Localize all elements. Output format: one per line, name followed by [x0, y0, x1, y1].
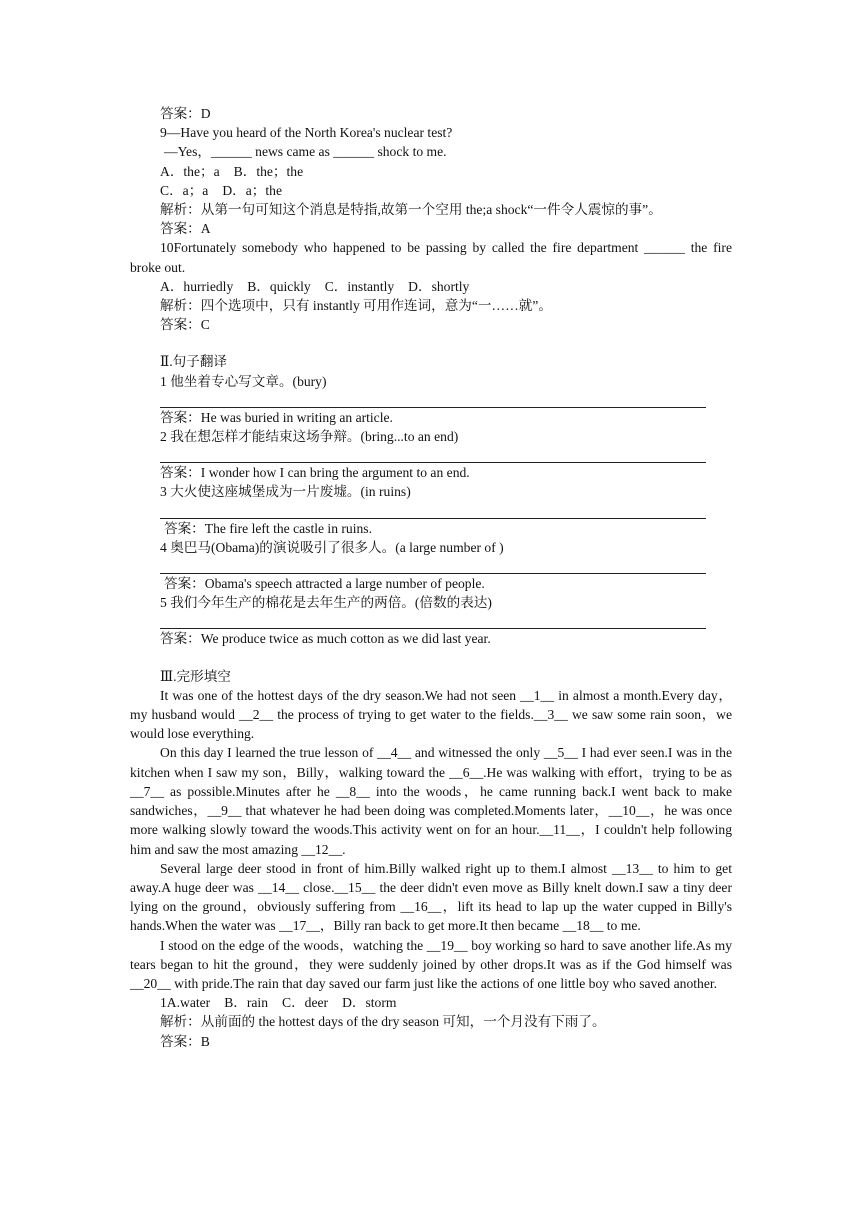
cloze-paragraph-4: I stood on the edge of the woods，watching the __19__ boy working so hard to save another life.As my tears began to hit the ground，they were suddenly joined by other drops.It was as if the God himself was __20__ with pride.The rain that day saved our farm just like the actions of one little boy who saved another.	[130, 937, 732, 991]
q10-stem: 10Fortunately somebody who happened to be passing by called the fire department ______ the fire broke out.	[130, 240, 732, 275]
q10-option-b: B．quickly	[247, 278, 311, 294]
q10-answer: 答案：C	[160, 317, 210, 333]
section3-title: Ⅲ.完形填空	[160, 668, 231, 684]
q9-analysis: 解析：从第一句可知这个消息是特指,故第一个空用 the;a shock“一件令人震惊的事”。	[160, 202, 662, 218]
translation-q1: 1 他坐着专心写文章。(bury)	[160, 373, 327, 389]
q10-option-a: A．hurriedly	[160, 278, 234, 294]
cloze-paragraph-3: Several large deer stood in front of him.Billy walked right up to them.I almost __13__ to him to get away.A huge deer was __14__ close.__15__ the deer didn't even move as Billy knelt down.I saw a tiny deer lying on the ground，obviously suffering from __16__，lift its head to lap up the water cupped in Billy's hands.When the water was __17__，Billy ran back to get more.It then became __18__ to me.	[130, 860, 732, 934]
q8-answer: 答案：D	[160, 106, 211, 121]
cloze-paragraph-2: On this day I learned the true lesson of __4__ and witnessed the only __5__ I had ever seen.I was in the kitchen when I saw my son，Billy，walking toward the __6__.He was walking with effort，trying to be as __7__ as possible.Minutes after he __8__ into the woods，he came running back.I went back to make sandwiches，__9__ that whatever he had been doing was completed.Moments later，__10__，he was once more walking slowly toward the woods.This activity went on for an hour.__11__，I couldn't help following him and saw the most amazing __12__.	[130, 745, 732, 857]
q9-answer: 答案：A	[160, 221, 211, 237]
q10-option-c: C．instantly	[324, 278, 395, 294]
q9-stem-line2: —Yes，______ news came as ______ shock to me.	[164, 144, 447, 160]
cloze-q1-option-c: C．deer	[282, 995, 329, 1011]
q9-options-row2	[130, 181, 732, 200]
cloze-q1-analysis: 解析：从前面的 the hottest days of the dry season 可知，一个月没有下雨了。	[160, 1014, 606, 1030]
translation-a4: 答案：Obama's speech attracted a large number of people.	[164, 576, 485, 592]
translation-q4: 4 奥巴马(Obama)的演说吸引了很多人。(a large number of )	[160, 539, 504, 555]
translation-a1: 答案：He was buried in writing an article.	[160, 409, 393, 425]
q10-analysis: 解析：四个选项中，只有 instantly 可用作连词，意为“一……就”。	[160, 298, 552, 314]
cloze-q1-option-d: D．storm	[342, 995, 397, 1011]
answer-line	[160, 502, 706, 519]
cloze-q1-option-b: B．rain	[224, 995, 268, 1011]
translation-a3: 答案：The fire left the castle in ruins.	[164, 520, 372, 536]
answer-line	[160, 446, 706, 463]
section2-title: Ⅱ.句子翻译	[160, 354, 228, 370]
translation-q3: 3 大火使这座城堡成为一片废墟。(in ruins)	[160, 484, 411, 500]
q9-option-c: C．a；a	[160, 182, 209, 198]
cloze-q1-option-a: 1A.water	[160, 995, 211, 1011]
translation-q5: 5 我们今年生产的棉花是去年生产的两倍。(倍数的表达)	[160, 595, 492, 611]
q9-option-d: D．a；the	[222, 182, 282, 198]
q10-options	[130, 277, 732, 296]
answer-line	[160, 557, 706, 574]
translation-a5: 答案：We produce twice as much cotton as we did last year.	[160, 631, 491, 647]
cloze-paragraph-1: It was one of the hottest days of the dry season.We had not seen __1__ in almost a month.Every day，my husband would __2__ the process of trying to get water to the fields.__3__ we saw some rain soon，we would lose everything.	[130, 687, 732, 742]
q9-option-a: A．the；a	[160, 163, 220, 179]
q9-stem: 9—Have you heard of the North Korea's nuclear test?	[160, 125, 453, 141]
answer-line	[160, 612, 706, 629]
q9-option-b: B．the；the	[233, 163, 304, 179]
cloze-q1-answer: 答案：B	[160, 1033, 210, 1049]
translation-a2: 答案：I wonder how I can bring the argument to an end.	[160, 465, 470, 481]
q10-option-d: D．shortly	[408, 278, 470, 294]
q9-options-row1	[130, 162, 732, 181]
cloze-q1-options	[130, 993, 732, 1012]
document-page	[130, 104, 732, 1051]
answer-line	[160, 391, 706, 408]
translation-q2: 2 我在想怎样才能结束这场争辩。(bring...to an end)	[160, 429, 459, 445]
